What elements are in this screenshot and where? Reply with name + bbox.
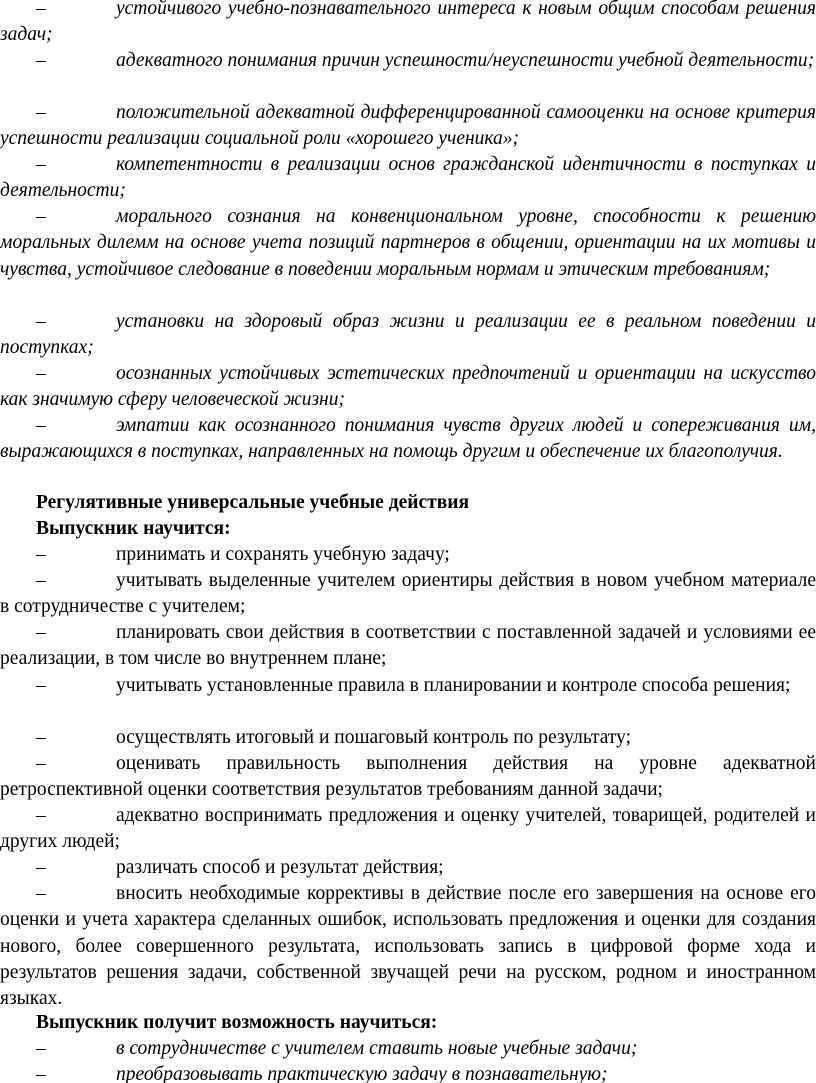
- list-item-text: различать способ и результат действия;: [116, 857, 444, 878]
- dash-marker: –: [36, 675, 46, 696]
- list-item: [0, 1062, 816, 1083]
- dash-marker: –: [36, 570, 46, 591]
- dash-marker: –: [36, 363, 46, 384]
- list-item-text: адекватного понимания причин успешности/неуспешности учебной деятельности;: [116, 50, 815, 71]
- list-item-text: в сотрудничестве с учителем ставить новые учебные задачи;: [116, 1038, 638, 1059]
- list-item: [0, 1036, 816, 1062]
- list-item-text: адекватно воспринимать предложения и оценку учителей, товарищей, родителей и других людей;: [0, 805, 816, 853]
- subsection-heading: Выпускник получит возможность научиться:: [36, 1012, 438, 1033]
- list-item-text: учитывать установленные правила в планировании и контроле способа решения;: [116, 675, 791, 696]
- list-item-text: морального сознания на конвенциональном уровне, способности к решению моральных дилемм на основе учета позиций партнеров в общении, ориентации на их мотивы и чувства, устойчивое следование в поведении моральным нормам и этическим требованиям;: [0, 206, 816, 280]
- list-item: [0, 673, 816, 699]
- list-item: [0, 309, 816, 362]
- dash-marker: –: [36, 154, 46, 175]
- list-item: [0, 204, 816, 283]
- dash-marker: –: [36, 415, 46, 436]
- dash-marker: –: [36, 102, 46, 123]
- list-item: [0, 0, 816, 49]
- list-item: [0, 855, 816, 881]
- list-item: [0, 751, 816, 804]
- list-item-text: эмпатии как осознанного понимания чувств других людей и сопереживания им, выражающихся в поступках, направленных на помощь другим и обеспечение их благополучия.: [0, 415, 816, 463]
- dash-marker: –: [36, 753, 46, 774]
- list-item: [0, 100, 816, 153]
- dash-marker: –: [36, 883, 46, 904]
- dash-marker: –: [36, 544, 46, 565]
- list-item-text: вносить необходимые коррективы в действие после его завершения на основе его оценки и учета характера сделанных ошибок, использовать предложения и оценки для создания нового, более совершенного результата, использовать запись в цифровой форме хода и результатов решения задачи, собственной звучащей речи на русском, родном и иностранном языках.: [0, 883, 816, 1010]
- dash-marker: –: [36, 1064, 46, 1083]
- list-item: [0, 361, 816, 414]
- list-item-text: преобразовывать практическую задачу в познавательную;: [116, 1064, 608, 1083]
- dash-marker: –: [36, 311, 46, 332]
- list-item: [0, 152, 816, 205]
- list-item-text: планировать свои действия в соответствии с поставленной задачей и условиями ее реализации, в том числе во внутреннем плане;: [0, 622, 816, 670]
- dash-marker: –: [36, 1038, 46, 1059]
- list-item-text: осознанных устойчивых эстетических предпочтений и ориентации на искусство как значимую сферу человеческой жизни;: [0, 363, 816, 411]
- list-item: [0, 620, 816, 673]
- list-item-text: оценивать правильность выполнения действия на уровне адекватной ретроспективной оценки соответствия результатов требованиям данной задачи;: [0, 753, 816, 801]
- list-item-text: осуществлять итоговый и пошаговый контроль по результату;: [116, 727, 632, 748]
- list-item: [0, 725, 816, 751]
- dash-marker: –: [36, 727, 46, 748]
- list-item: [0, 542, 816, 568]
- dash-marker: –: [36, 50, 46, 71]
- list-item: [0, 881, 816, 1012]
- dash-marker: –: [36, 622, 46, 643]
- list-item-text: учитывать выделенные учителем ориентиры действия в новом учебном материале в сотрудничестве с учителем;: [0, 570, 816, 618]
- list-item: [0, 803, 816, 856]
- dash-marker: –: [36, 805, 46, 826]
- section-heading: Регулятивные универсальные учебные действия: [36, 492, 470, 513]
- list-item-text: устойчивого учебно-познавательного интереса к новым общим способам решения задач;: [0, 0, 816, 46]
- list-item-text: установки на здоровый образ жизни и реализации ее в реальном поведении и поступках;: [0, 311, 816, 359]
- list-item: [0, 568, 816, 621]
- subsection-heading: Выпускник научится:: [36, 518, 231, 539]
- list-item-text: положительной адекватной дифференцированной самооценки на основе критерия успешности реализации социальной роли «хорошего ученика»;: [0, 102, 816, 150]
- list-item: [0, 48, 816, 74]
- list-item-text: компетентности в реализации основ гражданской идентичности в поступках и деятельности;: [0, 154, 816, 202]
- dash-marker: –: [36, 0, 46, 19]
- dash-marker: –: [36, 206, 46, 227]
- dash-marker: –: [36, 857, 46, 878]
- list-item-text: принимать и сохранять учебную задачу;: [116, 544, 450, 565]
- list-item: [0, 413, 816, 466]
